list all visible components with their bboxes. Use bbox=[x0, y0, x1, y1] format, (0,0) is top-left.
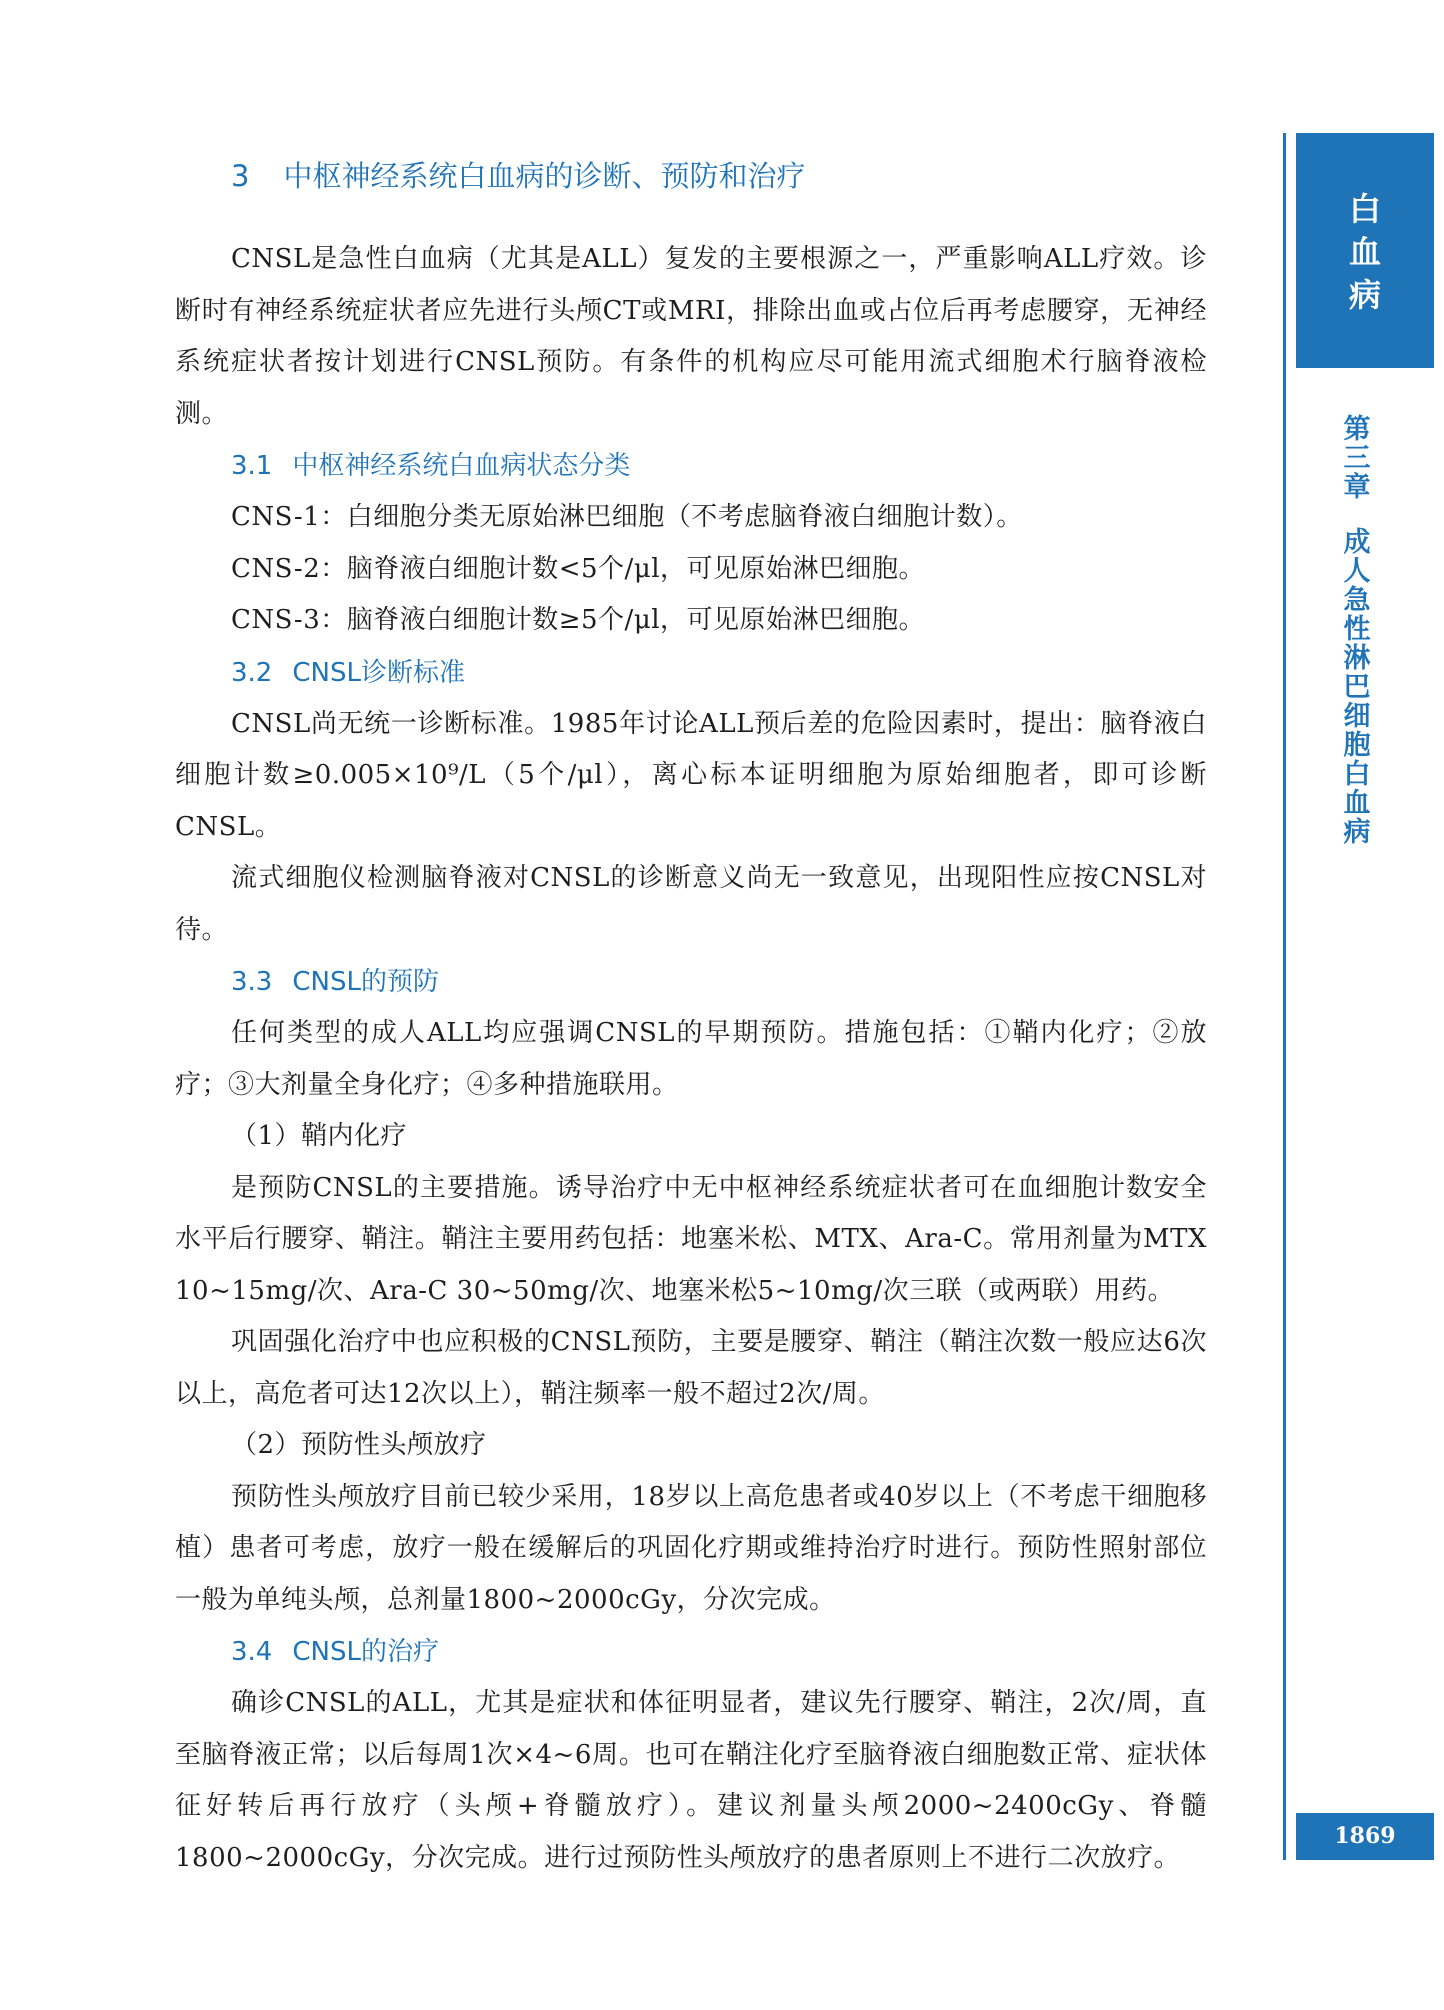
diagnosis-paragraph: CNSL尚无统一诊断标准。1985年讨论ALL预后差的危险因素时，提出：脑脊液白细胞计数≥0.005×10⁹/L（5个/μl），离心标本证明细胞为原始细胞者，即可诊断CNSL。 bbox=[175, 708, 1207, 842]
treatment-paragraph: 确诊CNSL的ALL，尤其是症状和体征明显者，建议先行腰穿、鞘注，2次/周，直至脑脊液正常；以后每周1次×4~6周。也可在鞘注化疗至脑脊液白细胞数正常、症状体征好转后再行放疗（头颅+脊髓放疗）。建议剂量头颅2000~2400cGy、脊髓1800~2000cGy，分次完成。进行过预防性头颅放疗的患者原则上不进行二次放疗。 bbox=[175, 1688, 1207, 1873]
intrathecal-subheading: （1）鞘内化疗 bbox=[231, 1121, 408, 1151]
cns-3-item: CNS-3：脑脊液白细胞计数≥5个/μl，可见原始淋巴细胞。 bbox=[231, 605, 926, 635]
subsection-number: 3.3 bbox=[231, 967, 273, 997]
subsection-number: 3.1 bbox=[231, 451, 273, 481]
prevention-paragraph: 任何类型的成人ALL均应强调CNSL的早期预防。措施包括：①鞘内化疗；②放疗；③大剂量全身化疗；④多种措施联用。 bbox=[175, 1018, 1207, 1100]
section-number: 3 bbox=[231, 159, 250, 193]
margin-rule bbox=[1283, 133, 1286, 1860]
subsection-title: CNSL的治疗 bbox=[292, 1637, 439, 1667]
book-section-label: 白血病 bbox=[1348, 190, 1381, 314]
subsection-number: 3.2 bbox=[231, 657, 273, 688]
subsection-heading-3-4 bbox=[231, 1626, 1207, 1678]
section-heading bbox=[231, 148, 1207, 204]
cns-2-item: CNS-2：脑脊液白细胞计数<5个/μl，可见原始淋巴细胞。 bbox=[231, 553, 926, 584]
chapter-number: 第三章 bbox=[1343, 414, 1371, 503]
chapter-title: 成人急性淋巴细胞白血病 bbox=[1343, 527, 1371, 848]
intrathecal-paragraph: 是预防CNSL的主要措施。诱导治疗中无中枢神经系统症状者可在血细胞计数安全水平后行腰穿、鞘注。鞘注主要用药包括：地塞米松、MTX、Ara-C。常用剂量为MTX 10~15mg/次、Ara-C 30~50mg/次、地塞米松5~10mg/次三联（或两联）用药。 bbox=[175, 1172, 1207, 1306]
radiotherapy-subheading: （2）预防性头颅放疗 bbox=[231, 1430, 487, 1460]
page-content bbox=[175, 148, 1207, 1884]
subsection-heading-3-2 bbox=[231, 647, 1207, 699]
radiotherapy-paragraph: 预防性头颅放疗目前已较少采用，18岁以上高危患者或40岁以上（不考虑干细胞移植）患者可考虑，放疗一般在缓解后的巩固化疗期或维持治疗时进行。预防性照射部位一般为单纯头颅，总剂量1800~2000cGy，分次完成。 bbox=[175, 1481, 1207, 1615]
subsection-title: CNSL的预防 bbox=[292, 967, 439, 997]
flow-cytometry-paragraph: 流式细胞仪检测脑脊液对CNSL的诊断意义尚无一致意见，出现阳性应按CNSL对待。 bbox=[175, 863, 1207, 945]
subsection-title: 中枢神经系统白血病状态分类 bbox=[292, 451, 631, 481]
chapter-side-label bbox=[1340, 415, 1374, 847]
cns-1-item: CNS-1：白细胞分类无原始淋巴细胞（不考虑脑脊液白细胞计数）。 bbox=[231, 502, 1023, 532]
intro-paragraph: CNSL是急性白血病（尤其是ALL）复发的主要根源之一，严重影响ALL疗效。诊断时有神经系统症状者应先进行头颅CT或MRI，排除出血或占位后再考虑腰穿，无神经系统症状者按计划进行CNSL预防。有条件的机构应尽可能用流式细胞术行脑脊液检测。 bbox=[175, 244, 1207, 429]
section-title: 中枢神经系统白血病的诊断、预防和治疗 bbox=[283, 159, 806, 193]
book-section-tab bbox=[1296, 133, 1434, 368]
subsection-heading-3-1 bbox=[231, 440, 1207, 492]
subsection-number: 3.4 bbox=[231, 1637, 273, 1667]
subsection-title: CNSL诊断标准 bbox=[292, 657, 465, 688]
subsection-heading-3-3 bbox=[231, 956, 1207, 1008]
page-number: 1869 bbox=[1296, 1813, 1434, 1860]
consolidation-paragraph: 巩固强化治疗中也应积极的CNSL预防，主要是腰穿、鞘注（鞘注次数一般应达6次以上，高危者可达12次以上），鞘注频率一般不超过2次/周。 bbox=[175, 1327, 1207, 1409]
